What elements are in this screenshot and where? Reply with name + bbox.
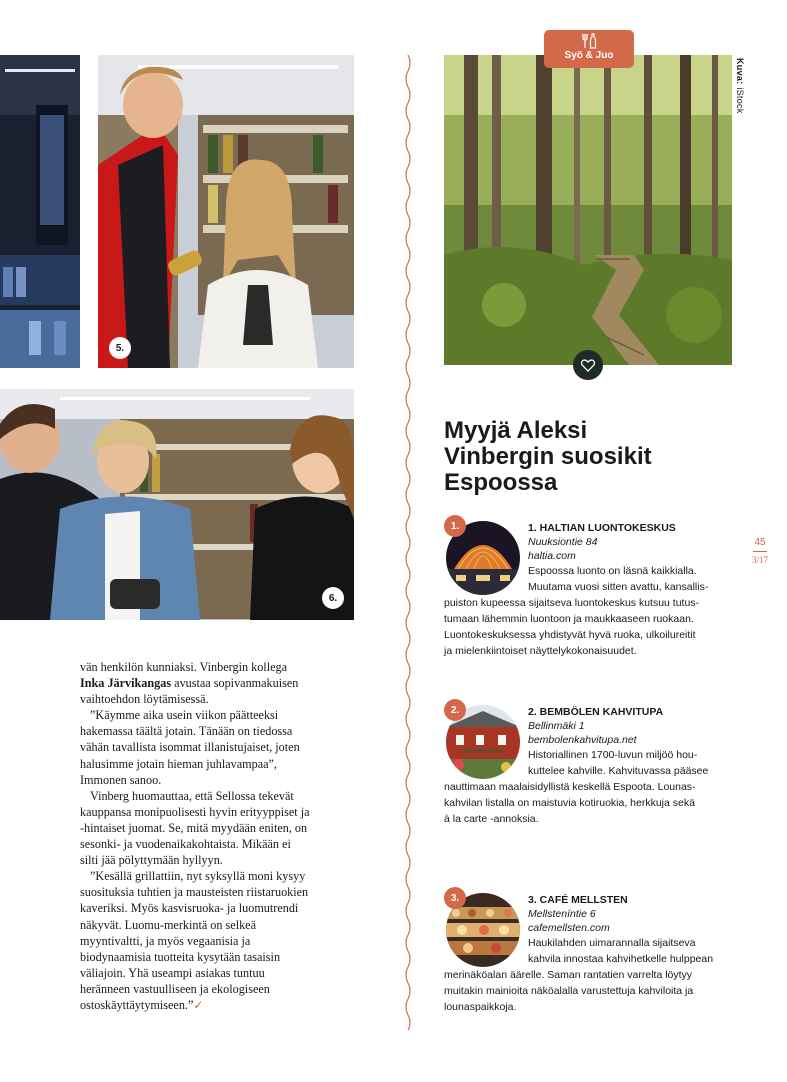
heart-icon: [581, 359, 595, 372]
entry-number-badge: 3.: [444, 887, 466, 909]
entry-website-link[interactable]: bembolenkahvitupa.net: [528, 734, 637, 746]
entry-address: Bellinmäki 1: [528, 720, 585, 732]
entry-title: 1. HALTIAN LUONTOKESKUS: [528, 522, 676, 534]
page-number: [748, 537, 772, 566]
seller-and-customer-photo: [98, 55, 354, 368]
end-check-icon: ✓: [193, 997, 204, 1012]
issue-number: 3/17: [751, 555, 768, 565]
entry-description: Espoossa luonto on läsnä kaikkialla. Muutama vuosi sitten avattu, kansallis- puiston kupeessa sijaitseva luontokeskus kutsuu tutus- tumaan lähemmin luontoon ja maukkaaseen ruokaan. Luontokeskuksessa yhdistyvät hyvä ruoka, ulkoilureitit ja mielenkiintoiset näyttelykokonaisuudet.: [444, 565, 709, 657]
page-number-value: 45: [754, 537, 766, 548]
entry-title: 2. BEMBÖLEN KAHVITUPA: [528, 706, 664, 718]
page-title: Myyjä Aleksi Vinbergin suosikit Espoossa: [444, 417, 652, 496]
entry-description: Historiallinen 1700-luvun miljöö hou- kuttelee kahville. Kahvituvassa pääsee nauttimaan maalaisidyllistä keskellä Espoota. Lounas- kahvilan listalla on maistuvia kotiruokia, herkkuja sekä à la carte -annoksia.: [444, 749, 709, 825]
entry-address: Nuuksiontie 84: [528, 536, 598, 548]
entry-description: Haukilahden uimarannalla sijaitseva kahvila innostaa kahvihetkelle hulppean merinäköalan äärelle. Saman rantatien varrelta löytyy muitakin mainioita näköalalla varustettuja kahviloita ja lounaspaikkoja.: [444, 937, 714, 1013]
article-body: [80, 659, 312, 1013]
store-shelf-photo-left: [0, 55, 80, 368]
forest-path-photo: [444, 55, 732, 365]
paragraph: ”Kesällä grillattiin, nyt syksyllä moni kysyy suosituksia tuhtien ja mausteisten riistaruokien kaveriksi. Myös kasvisruoka- ja luomutrendi näkyvät. Luomu-merkintä on selkeä myyntivaltti, ja myös vegaanisia ja biodynaamisia tuotteita kysytään tasaisin väliajoin. Yhä useampi asiakas tuntuu heränneen vastuulliseen ja ekologiseen ostoskäyttäytymiseen.”✓: [80, 869, 309, 1012]
entry-number-badge: 1.: [444, 515, 466, 537]
section-tag-label: Syö & Juo: [564, 50, 614, 61]
entry-website-link[interactable]: cafemellsten.com: [528, 922, 610, 934]
entry-website-link[interactable]: haltia.com: [528, 550, 576, 562]
photo-number-badge: 5.: [109, 337, 131, 359]
entry-title: 3. CAFÉ MELLSTEN: [528, 894, 628, 906]
entry-address: Mellsteníntie 6: [528, 908, 596, 920]
person-name: Inka Järvikangas: [80, 676, 172, 691]
photo-credit: Kuva: iStock: [735, 58, 745, 114]
entry-number-badge: 2.: [444, 699, 466, 721]
fork-bottle-icon: [581, 33, 597, 49]
paragraph: ”Käymme aika usein viikon päätteeksi hakemassa täältä jotain. Tänään on tiedossa vähän tavallista isommat illanistujaiset, joten halusimme jotain hieman juhlavampaa”, Immonen sanoo.: [80, 708, 300, 787]
section-tag: [544, 30, 634, 68]
page-number-divider: [753, 551, 767, 552]
paragraph: Vinberg huomauttaa, että Sellossa tekevät kauppansa monipuolisesti hyvin erityyppiset ja -hintaiset juomat. Se, mitä myydään eniten, on sesonki- ja vuodenaikakohtaista. Mikään ei silti jää pölyttymään hyllyyn.: [80, 788, 310, 868]
favorite-heart-button[interactable]: [573, 350, 603, 380]
page-divider: [404, 55, 412, 1030]
paragraph: vän henkilön kunniaksi. Vinbergin kollega Inka Järvikangas avustaa sopivanmakuisen vaihtoehdon löytämisessä.: [80, 660, 299, 707]
customers-laughing-photo: [0, 389, 354, 620]
photo-number-badge: 6.: [322, 587, 344, 609]
